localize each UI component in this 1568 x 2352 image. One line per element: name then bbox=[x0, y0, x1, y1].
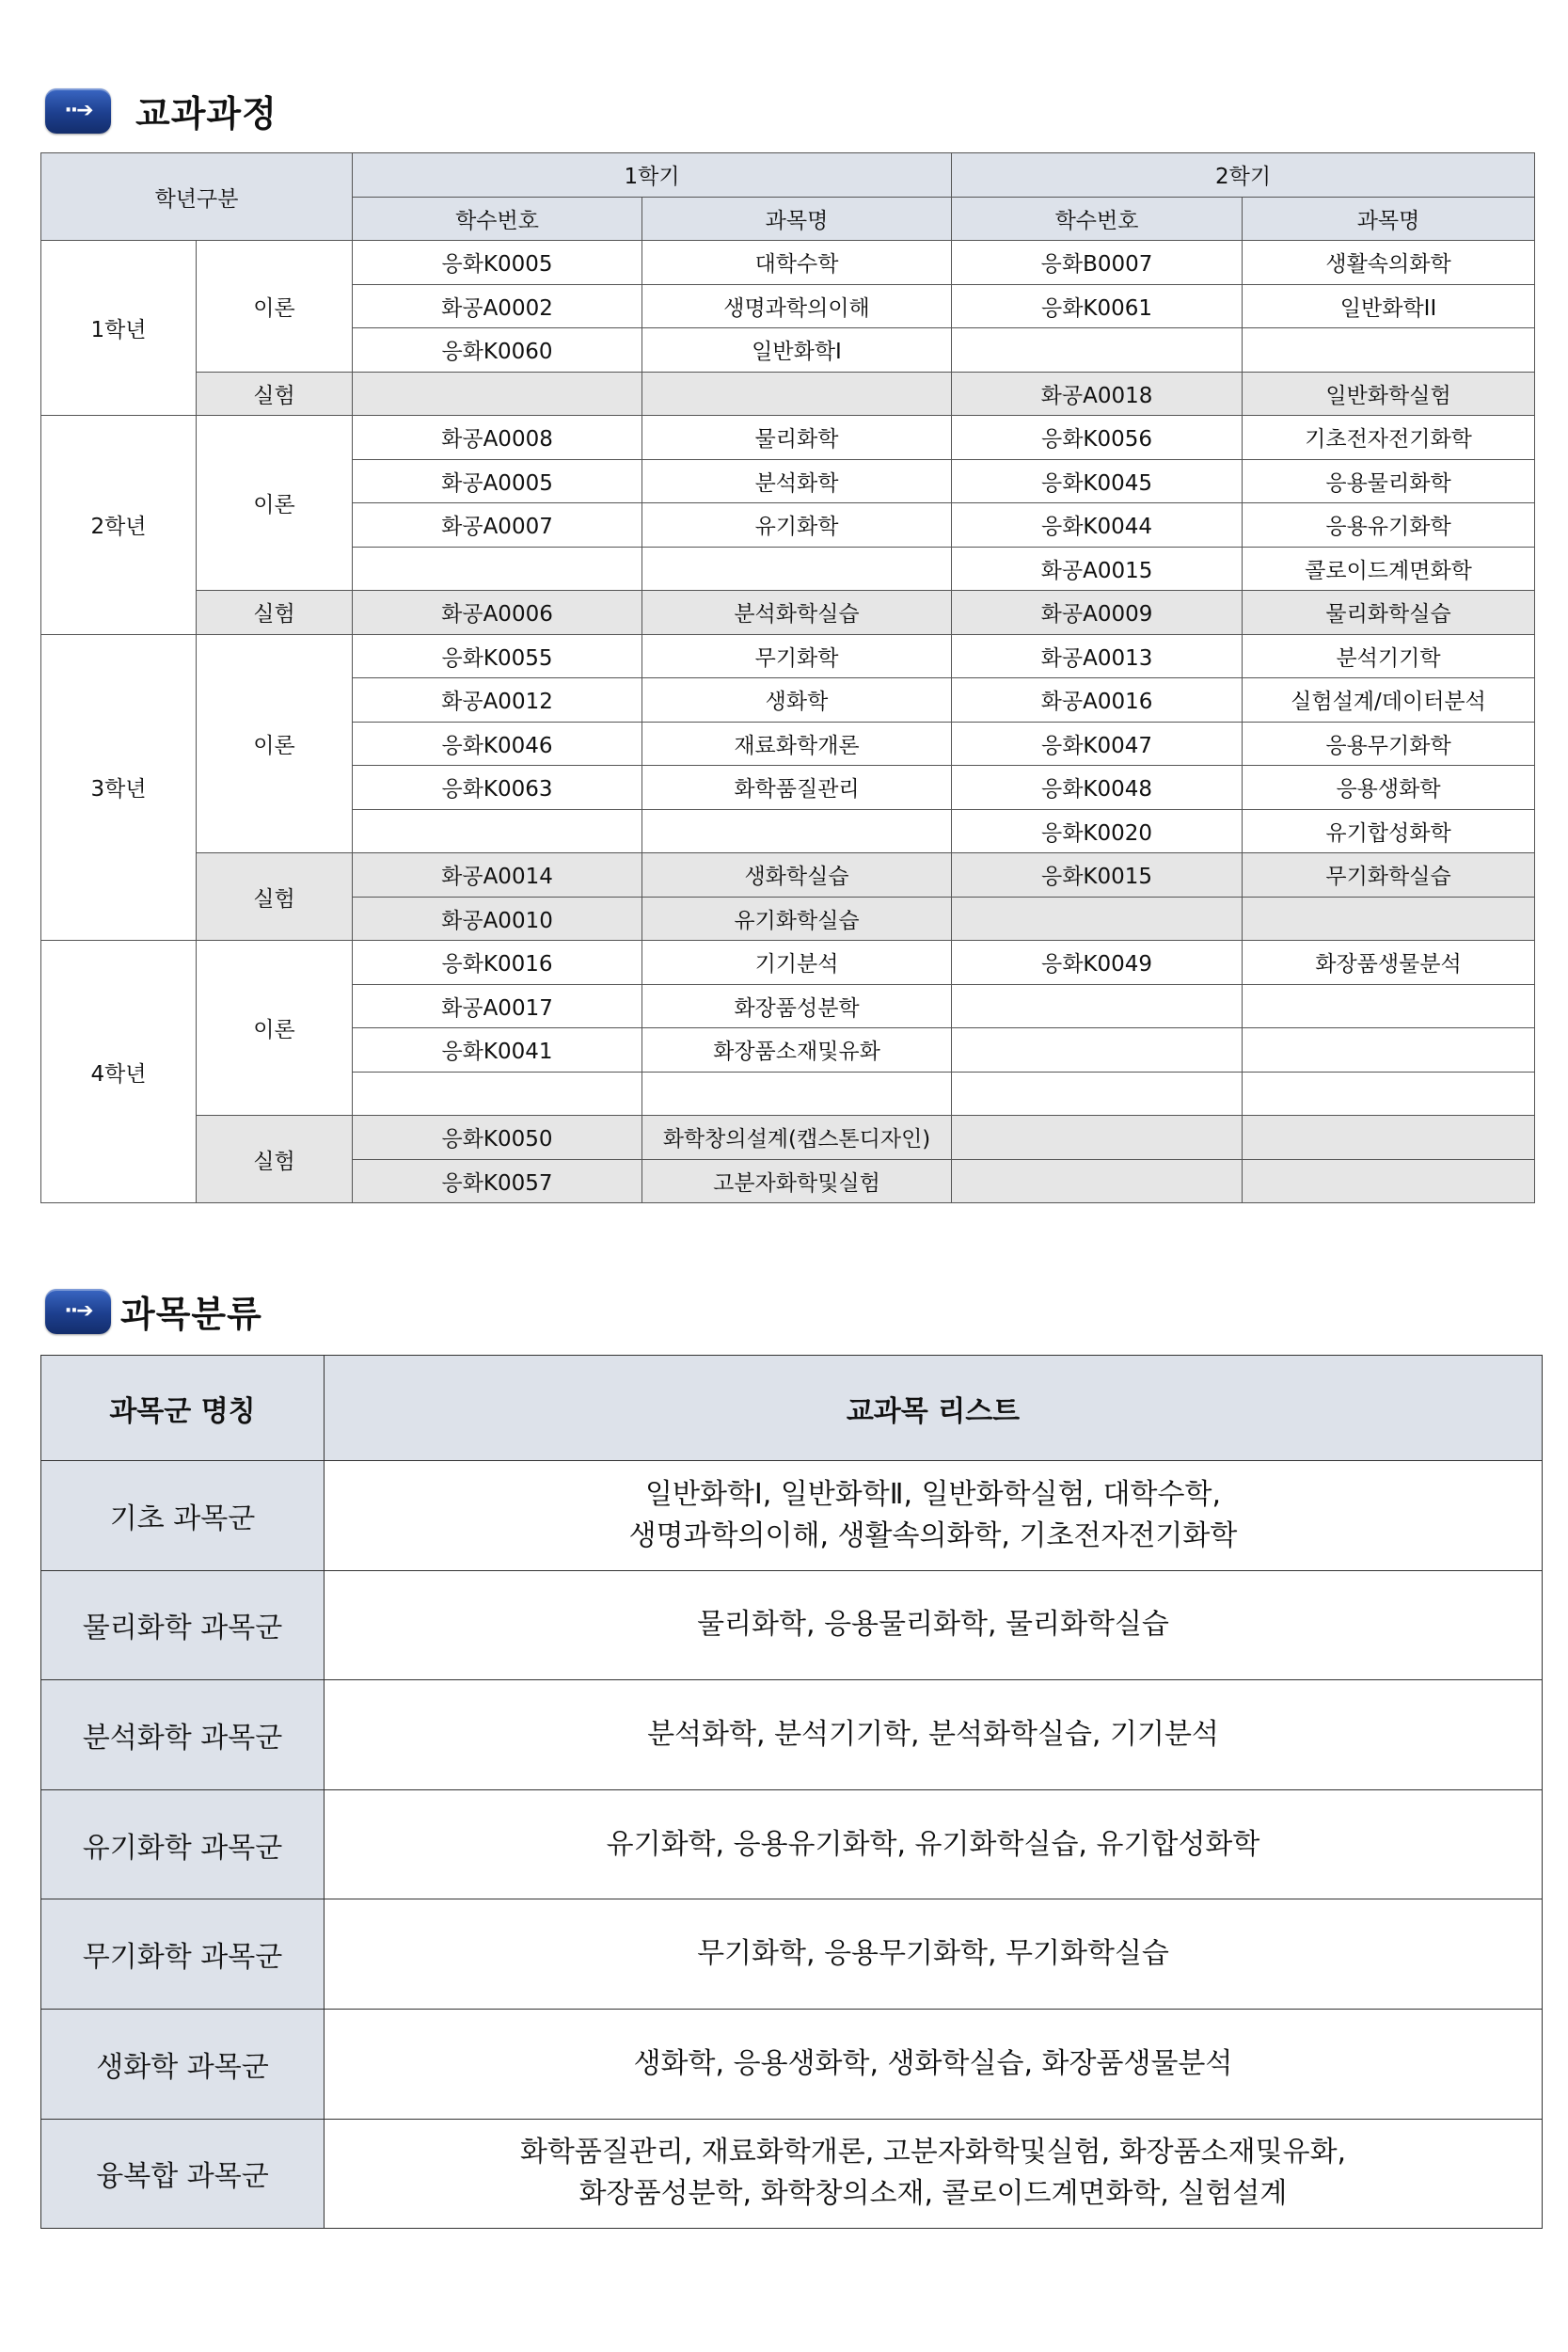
course-list-line: 생화학, 응용생화학, 생화학실습, 화장품생물분석 bbox=[633, 2046, 1233, 2080]
table-row bbox=[41, 1789, 1543, 1899]
course-name-cell: 재료화학개론 bbox=[642, 722, 952, 766]
grade-label: 2학년 bbox=[41, 416, 197, 635]
course-name-cell: 유기화학 bbox=[642, 503, 952, 548]
course-code-cell: 응화B0007 bbox=[952, 241, 1243, 285]
course-list-line: 생명과학의이해, 생활속의화학, 기초전자전기화학 bbox=[628, 1518, 1238, 1552]
course-code-cell: 화공A0007 bbox=[353, 503, 642, 548]
course-list-cell bbox=[325, 1461, 1543, 1571]
course-name-cell: 응용물리화학 bbox=[1243, 459, 1535, 503]
course-list-line: 일반화학Ⅰ, 일반화학Ⅱ, 일반화학실험, 대학수학, bbox=[644, 1477, 1221, 1511]
arrow-right-icon: ··➔ bbox=[45, 1289, 111, 1334]
table-row bbox=[41, 2119, 1543, 2229]
curriculum-table bbox=[40, 152, 1535, 1203]
course-type-label: 이론 bbox=[197, 416, 353, 591]
course-list-line: 무기화학, 응용무기화학, 무기화학실습 bbox=[697, 1937, 1169, 1971]
classification-table bbox=[40, 1355, 1543, 2229]
course-code-cell: 응화K0050 bbox=[353, 1116, 642, 1160]
course-code-cell: 화공A0013 bbox=[952, 634, 1243, 678]
course-type-label: 실험 bbox=[197, 1116, 353, 1203]
course-list-cell bbox=[325, 1680, 1543, 1790]
course-code-cell: 응화K0057 bbox=[353, 1159, 642, 1203]
course-name-cell bbox=[642, 809, 952, 853]
course-code-cell: 화공A0014 bbox=[353, 853, 642, 898]
course-name-cell: 생화학실습 bbox=[642, 853, 952, 898]
course-list-line: 화학품질관리, 재료화학개론, 고분자화학및실험, 화장품소재및유화, bbox=[519, 2136, 1347, 2169]
table-row bbox=[41, 416, 1535, 460]
course-name-cell: 유기합성화학 bbox=[1243, 809, 1535, 853]
semester2-header: 2학기 bbox=[952, 153, 1535, 198]
course-name-cell bbox=[1243, 897, 1535, 941]
course-name-cell bbox=[1243, 1116, 1535, 1160]
course-name-cell: 일반화학I bbox=[642, 328, 952, 373]
course-code-cell bbox=[952, 897, 1243, 941]
course-name-cell: 실험설계/데이터분석 bbox=[1243, 678, 1535, 723]
course-list-line: 분석화학, 분석기기학, 분석화학실습, 기기분석 bbox=[647, 1717, 1219, 1751]
course-name-cell: 화장품생물분석 bbox=[1243, 941, 1535, 985]
table-row bbox=[41, 1899, 1543, 2010]
group-name-cell: 유기화학 과목군 bbox=[41, 1789, 325, 1899]
grade-label: 1학년 bbox=[41, 241, 197, 416]
course-list-cell bbox=[325, 1899, 1543, 2010]
course-type-label: 이론 bbox=[197, 941, 353, 1116]
course-name-cell: 분석화학실습 bbox=[642, 591, 952, 635]
course-name-cell bbox=[1243, 1159, 1535, 1203]
course-name-cell bbox=[642, 1072, 952, 1116]
course-name-cell: 기초전자전기화학 bbox=[1243, 416, 1535, 460]
course-name-cell bbox=[642, 547, 952, 591]
course-code-cell bbox=[952, 1072, 1243, 1116]
course-name-cell: 무기화학 bbox=[642, 634, 952, 678]
course-code-cell: 화공A0010 bbox=[353, 897, 642, 941]
course-code-cell: 화공A0005 bbox=[353, 459, 642, 503]
course-name-cell: 응용유기화학 bbox=[1243, 503, 1535, 548]
grade-label: 4학년 bbox=[41, 941, 197, 1203]
table-row bbox=[41, 1570, 1543, 1680]
course-list-cell bbox=[325, 1789, 1543, 1899]
course-code-cell bbox=[952, 1159, 1243, 1203]
course-code-cell bbox=[952, 1116, 1243, 1160]
course-code-header: 학수번호 bbox=[952, 197, 1243, 241]
course-name-cell: 응용생화학 bbox=[1243, 766, 1535, 810]
course-name-cell: 물리화학 bbox=[642, 416, 952, 460]
table-row bbox=[41, 853, 1535, 898]
course-list-header: 교과목 리스트 bbox=[325, 1356, 1543, 1461]
course-code-cell: 응화K0020 bbox=[952, 809, 1243, 853]
course-code-cell bbox=[353, 547, 642, 591]
course-code-cell: 응화K0005 bbox=[353, 241, 642, 285]
course-name-cell bbox=[1243, 328, 1535, 373]
course-code-cell: 화공A0009 bbox=[952, 591, 1243, 635]
course-name-cell: 생명과학의이해 bbox=[642, 284, 952, 328]
course-name-header: 과목명 bbox=[642, 197, 952, 241]
course-name-cell: 대학수학 bbox=[642, 241, 952, 285]
course-code-cell bbox=[353, 1072, 642, 1116]
course-name-cell bbox=[1243, 1028, 1535, 1073]
course-code-cell: 응화K0063 bbox=[353, 766, 642, 810]
course-code-cell bbox=[952, 328, 1243, 373]
course-code-cell: 응화K0056 bbox=[952, 416, 1243, 460]
table-row bbox=[41, 1116, 1535, 1160]
group-name-header: 과목군 명칭 bbox=[41, 1356, 325, 1461]
table-row bbox=[41, 1461, 1543, 1571]
course-name-cell: 화학품질관리 bbox=[642, 766, 952, 810]
course-code-cell: 응화K0055 bbox=[353, 634, 642, 678]
course-code-cell: 응화K0048 bbox=[952, 766, 1243, 810]
course-code-cell: 화공A0016 bbox=[952, 678, 1243, 723]
classification-title: 과목분류 bbox=[120, 1294, 262, 1335]
course-name-cell: 화장품성분학 bbox=[642, 984, 952, 1028]
course-code-cell bbox=[952, 984, 1243, 1028]
course-type-label: 이론 bbox=[197, 634, 353, 853]
course-name-cell: 생화학 bbox=[642, 678, 952, 723]
course-name-cell bbox=[1243, 984, 1535, 1028]
curriculum-header-row bbox=[41, 153, 1535, 198]
table-row bbox=[41, 1680, 1543, 1790]
group-name-cell: 분석화학 과목군 bbox=[41, 1680, 325, 1790]
group-name-cell: 물리화학 과목군 bbox=[41, 1570, 325, 1680]
course-name-cell: 분석화학 bbox=[642, 459, 952, 503]
group-name-cell: 기초 과목군 bbox=[41, 1461, 325, 1571]
course-code-header: 학수번호 bbox=[353, 197, 642, 241]
course-list-line: 유기화학, 응용유기화학, 유기화학실습, 유기합성화학 bbox=[606, 1827, 1260, 1861]
course-name-cell: 일반화학실험 bbox=[1243, 372, 1535, 416]
table-row bbox=[41, 241, 1535, 285]
course-list-line: 화장품성분학, 화학창의소재, 콜로이드계면화학, 실험설계 bbox=[578, 2177, 1288, 2211]
course-name-header: 과목명 bbox=[1243, 197, 1535, 241]
course-code-cell: 응화K0016 bbox=[353, 941, 642, 985]
arrow-right-icon: ··➔ bbox=[45, 88, 111, 134]
course-code-cell: 응화K0041 bbox=[353, 1028, 642, 1073]
course-code-cell: 화공A0008 bbox=[353, 416, 642, 460]
course-name-cell bbox=[642, 372, 952, 416]
curriculum-title: 교과과정 bbox=[135, 93, 277, 135]
course-code-cell bbox=[952, 1028, 1243, 1073]
curriculum-section-title bbox=[45, 85, 277, 136]
course-name-cell: 콜로이드계면화학 bbox=[1243, 547, 1535, 591]
course-code-cell: 응화K0061 bbox=[952, 284, 1243, 328]
table-row bbox=[41, 634, 1535, 678]
group-name-cell: 생화학 과목군 bbox=[41, 2009, 325, 2119]
course-type-label: 실험 bbox=[197, 372, 353, 416]
course-code-cell: 화공A0002 bbox=[353, 284, 642, 328]
classification-header-row bbox=[41, 1356, 1543, 1461]
course-name-cell: 기기분석 bbox=[642, 941, 952, 985]
table-row bbox=[41, 372, 1535, 416]
course-name-cell: 생활속의화학 bbox=[1243, 241, 1535, 285]
course-type-label: 이론 bbox=[197, 241, 353, 373]
course-code-cell: 응화K0045 bbox=[952, 459, 1243, 503]
classification-section-title bbox=[45, 1285, 262, 1337]
course-name-cell: 물리화학실습 bbox=[1243, 591, 1535, 635]
course-code-cell: 화공A0012 bbox=[353, 678, 642, 723]
course-name-cell: 화학창의설계(캡스톤디자인) bbox=[642, 1116, 952, 1160]
course-type-label: 실험 bbox=[197, 853, 353, 941]
course-code-cell: 응화K0060 bbox=[353, 328, 642, 373]
course-list-cell bbox=[325, 2009, 1543, 2119]
course-code-cell: 응화K0044 bbox=[952, 503, 1243, 548]
course-code-cell: 응화K0046 bbox=[353, 722, 642, 766]
course-name-cell: 분석기기학 bbox=[1243, 634, 1535, 678]
course-name-cell: 고분자화학및실험 bbox=[642, 1159, 952, 1203]
group-name-cell: 융복합 과목군 bbox=[41, 2119, 325, 2229]
course-list-line: 물리화학, 응용물리화학, 물리화학실습 bbox=[697, 1608, 1169, 1642]
course-type-label: 실험 bbox=[197, 591, 353, 635]
table-row bbox=[41, 591, 1535, 635]
group-name-cell: 무기화학 과목군 bbox=[41, 1899, 325, 2010]
course-code-cell: 화공A0006 bbox=[353, 591, 642, 635]
course-code-cell: 응화K0049 bbox=[952, 941, 1243, 985]
course-name-cell: 무기화학실습 bbox=[1243, 853, 1535, 898]
course-name-cell: 유기화학실습 bbox=[642, 897, 952, 941]
course-name-cell: 일반화학II bbox=[1243, 284, 1535, 328]
course-name-cell bbox=[1243, 1072, 1535, 1116]
course-list-cell bbox=[325, 1570, 1543, 1680]
course-name-cell: 응용무기화학 bbox=[1243, 722, 1535, 766]
course-list-cell bbox=[325, 2119, 1543, 2229]
table-row bbox=[41, 2009, 1543, 2119]
grade-division-header: 학년구분 bbox=[41, 153, 353, 241]
course-code-cell bbox=[353, 809, 642, 853]
course-code-cell: 화공A0015 bbox=[952, 547, 1243, 591]
course-name-cell: 화장품소재및유화 bbox=[642, 1028, 952, 1073]
course-code-cell: 화공A0017 bbox=[353, 984, 642, 1028]
semester1-header: 1학기 bbox=[353, 153, 952, 198]
course-code-cell: 응화K0047 bbox=[952, 722, 1243, 766]
course-code-cell bbox=[353, 372, 642, 416]
table-row bbox=[41, 941, 1535, 985]
course-code-cell: 응화K0015 bbox=[952, 853, 1243, 898]
grade-label: 3학년 bbox=[41, 634, 197, 941]
course-code-cell: 화공A0018 bbox=[952, 372, 1243, 416]
